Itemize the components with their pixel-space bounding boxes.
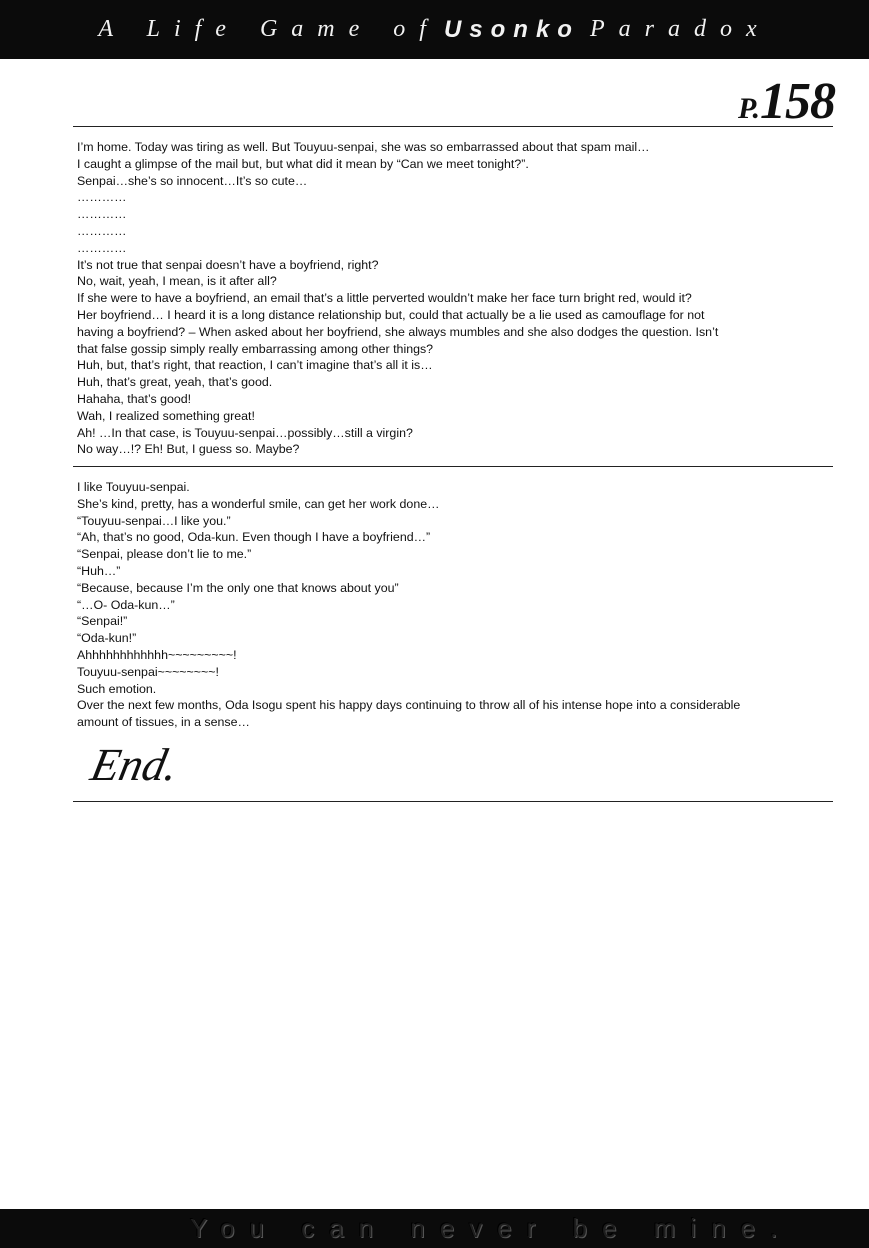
text-line: ………… — [77, 223, 127, 238]
text-line: “Ah, that’s no good, Oda-kun. Even though I have a boyfriend…” — [77, 530, 431, 545]
text-line: amount of tissues, in a sense… — [77, 715, 250, 730]
page-number — [738, 72, 835, 131]
text-line: Wah, I realized something great! — [77, 408, 255, 423]
text-line: “Touyuu-senpai…I like you.” — [77, 513, 231, 528]
text-line: Hahaha, that’s good! — [77, 391, 192, 406]
text-line: Such emotion. — [77, 681, 157, 696]
title-suffix: Paradox — [589, 16, 771, 42]
page-number-prefix: P. — [738, 92, 760, 125]
text-line: “Senpai!” — [77, 614, 128, 629]
header-rule — [73, 126, 833, 127]
title-prefix: A Life Game of — [98, 16, 440, 42]
text-line: “…O- Oda-kun…” — [77, 597, 175, 612]
text-line: If she were to have a boyfriend, an email that’s a little perverted wouldn’t make her face turn bright red, would it? — [77, 291, 692, 306]
text-line: ………… — [77, 207, 127, 222]
text-line: “Oda-kun!” — [77, 631, 137, 646]
end-mark: End. — [86, 739, 184, 790]
text-line: I caught a glimpse of the mail but, but what did it mean by “Can we meet tonight?”. — [77, 156, 529, 171]
text-line: ………… — [77, 240, 127, 255]
text-line: Ah! …In that case, is Touyuu-senpai…possibly…still a virgin? — [77, 425, 413, 440]
text-line: No, wait, yeah, I mean, is it after all? — [77, 274, 277, 289]
page-number-value: 158 — [760, 73, 835, 130]
text-line: “Huh…” — [77, 563, 121, 578]
text-line: Over the next few months, Oda Isogu spent his happy days continuing to throw all of his intense hope into a considerable — [77, 698, 741, 713]
diary-section-1 — [77, 139, 777, 458]
text-line: Her boyfriend… I heard it is a long distance relationship but, could that actually be a lie used as camouflage for not — [77, 307, 705, 322]
text-line: It’s not true that senpai doesn’t have a boyfriend, right? — [77, 257, 379, 272]
title-bold-word: Usonko — [443, 15, 580, 43]
text-line: I’m home. Today was tiring as well. But Touyuu-senpai, she was so embarrassed about that spam mail… — [77, 140, 650, 154]
closing-rule — [73, 801, 833, 802]
text-line: No way…!? Eh! But, I guess so. Maybe? — [77, 442, 300, 457]
text-line: having a boyfriend? – When asked about her boyfriend, she always mumbles and she also dodges the question. Isn’t — [77, 324, 719, 339]
diary-section-2 — [77, 479, 777, 731]
text-line: Touyuu-senpai~~~~~~~~! — [77, 664, 219, 679]
footer-tagline: You can never be mine. — [190, 1213, 793, 1243]
text-line: “Senpai, please don’t lie to me.” — [77, 547, 252, 562]
footer-bar — [0, 1209, 869, 1248]
text-line: Huh, but, that’s right, that reaction, I can’t imagine that’s all it is… — [77, 358, 433, 373]
section-divider — [73, 466, 833, 467]
text-line: ………… — [77, 190, 127, 205]
text-line: I like Touyuu-senpai. — [77, 480, 190, 494]
text-line: Huh, that’s great, yeah, that’s good. — [77, 375, 273, 390]
text-line: Ahhhhhhhhhhhh~~~~~~~~~! — [77, 647, 237, 662]
series-title-bar — [0, 0, 869, 59]
text-line: “Because, because I’m the only one that knows about you” — [77, 580, 399, 595]
text-line: She’s kind, pretty, has a wonderful smile, can get her work done… — [77, 496, 440, 511]
text-line: that false gossip simply really embarrassing among other things? — [77, 341, 434, 356]
text-line: Senpai…she’s so innocent…It’s so cute… — [77, 173, 308, 188]
